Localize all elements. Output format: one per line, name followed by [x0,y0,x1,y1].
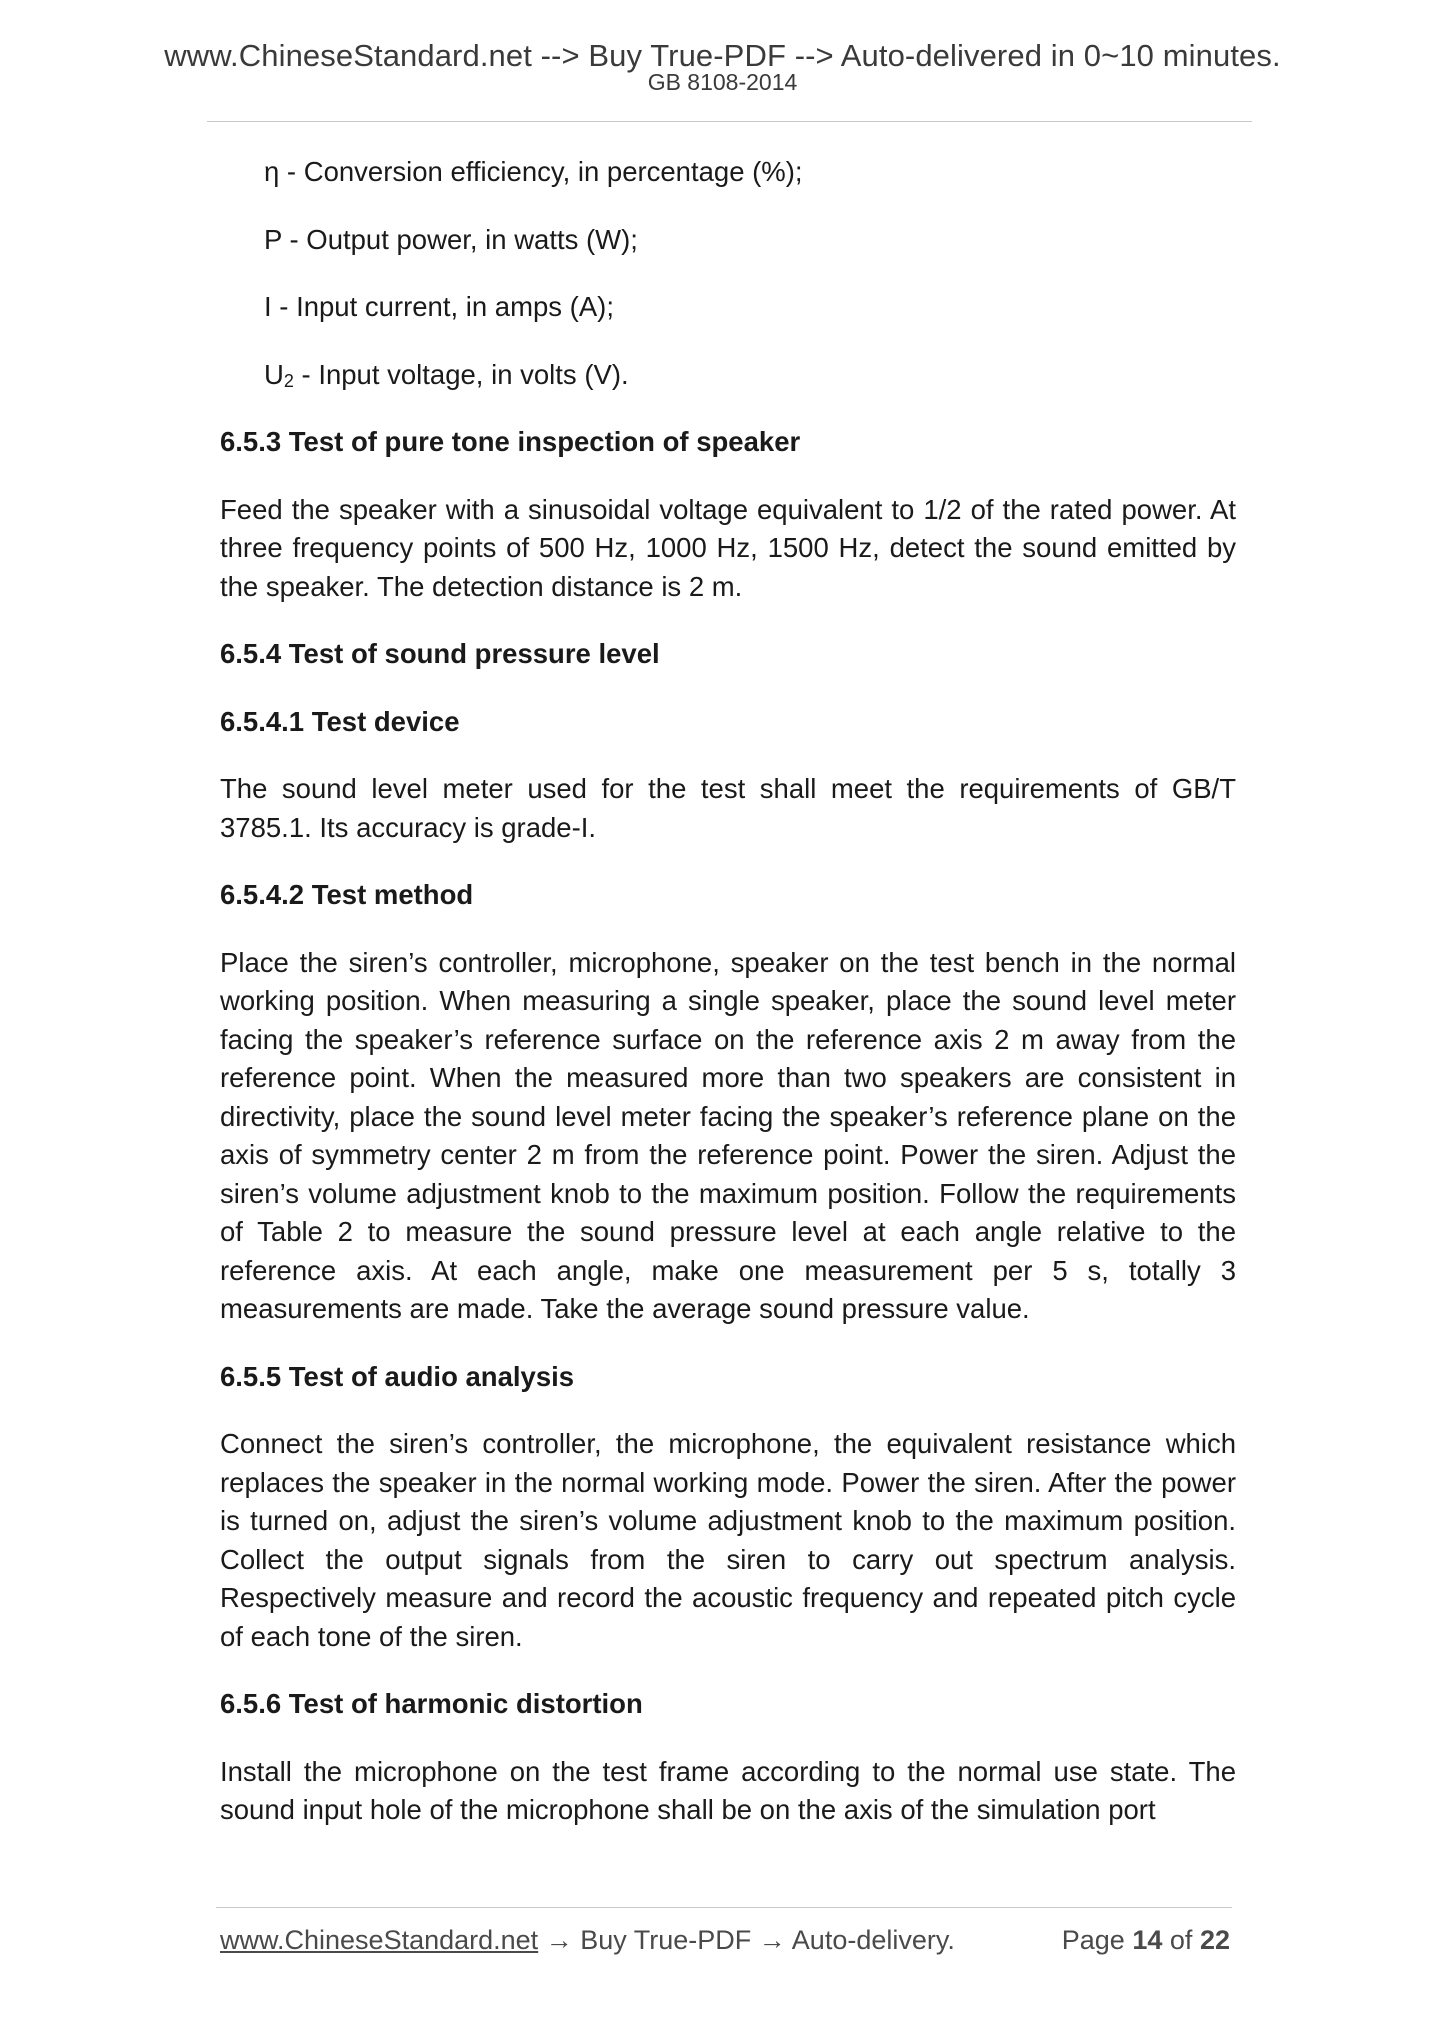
definition-symbol: I [264,291,272,322]
page-number [1062,1923,1230,1957]
definition-p [264,221,1236,260]
definition-i [264,288,1236,327]
definition-symbol: η [264,156,280,187]
definition-text: - Output power, in watts (W); [281,223,638,255]
section-body-6-5-4-1: The sound level meter used for the test shall meet the requirements of GB/T 3785.1. Its accuracy is grade-I. [220,773,1236,843]
page-total: 22 [1199,1925,1230,1955]
footer-links [220,1923,955,1957]
section-heading-6-5-4: 6.5.4 Test of sound pressure level [220,638,660,669]
arrow-right-icon: → [545,1925,573,1955]
footer-delivery-text: Auto-delivery. [791,1925,955,1955]
section-heading-6-5-4-1: 6.5.4.1 Test device [220,705,460,737]
arrow-right-icon: → [758,1925,786,1955]
definition-text: - Input voltage, in volts (V). [293,358,629,390]
section-body-6-5-5: Connect the siren’s controller, the microphone, the equivalent resistance which replaces the speaker in the normal working mode. Power the siren. After the power is turned on, adjust the siren’s volume adjustment knob to the maximum position. Collect the output signals from the siren to carry out spectrum analysis. Respectively measure and record the acoustic frequency and repeated pitch cycle of each tone of the siren. [220,1428,1236,1652]
footer-divider [216,1907,1232,1908]
footer-site-link[interactable]: www.ChineseStandard.net [220,1925,539,1955]
header-banner[interactable]: www.ChineseStandard.net --> Buy True-PDF --> Auto-delivered in 0~10 minutes. [164,38,1281,73]
section-body-6-5-4-2: Place the siren’s controller, microphone, speaker on the test bench in the normal working position. When measuring a single speaker, place the sound level meter facing the speaker’s reference surface on the reference axis 2 m away from the reference point. When the measured more than two speakers are consistent in directivity, place the sound level meter facing the speaker’s reference plane on the axis of symmetry center 2 m from the reference point. Power the siren. Adjust the siren’s volume adjustment knob to the maximum position. Follow the requirements of Table 2 to measure the sound pressure level at each angle relative to the reference axis. At each angle, make one measurement per 5 s, totally 3 measurements are made. Take the average sound pressure value. [220,946,1236,1324]
document-body [220,153,1236,1859]
page-current: 14 [1132,1925,1163,1955]
section-heading-6-5-5: 6.5.5 Test of audio analysis [220,1360,575,1392]
footer-buy-text: Buy True-PDF [580,1925,752,1955]
document-number: GB 8108-2014 [647,69,798,95]
page-header [0,38,1445,94]
definition-u2 [264,356,1236,395]
definition-symbol: U [264,358,284,390]
definition-subscript: 2 [283,370,294,391]
of-label: of [1169,1925,1193,1955]
section-heading-6-5-6: 6.5.6 Test of harmonic distortion [220,1688,643,1719]
section-heading-6-5-3: 6.5.3 Test of pure tone inspection of speaker [220,426,801,457]
section-body-6-5-6: Install the microphone on the test frame according to the normal use state. The sound input hole of the microphone shall be on the axis of the simulation port [220,1755,1236,1825]
header-divider [207,121,1252,122]
definition-eta [264,153,1236,192]
definition-text: - Input current, in amps (A); [271,291,614,322]
definition-text: - Conversion efficiency, in percentage (%); [279,156,803,187]
definition-symbol: P [264,223,282,255]
page-label: Page [1061,1925,1125,1955]
section-heading-6-5-4-2: 6.5.4.2 Test method [220,879,474,910]
section-body-6-5-3: Feed the speaker with a sinusoidal voltage equivalent to 1/2 of the rated power. At three frequency points of 500 Hz, 1000 Hz, 1500 Hz, detect the sound emitted by the speaker. The detection distance is 2 m. [220,493,1236,602]
